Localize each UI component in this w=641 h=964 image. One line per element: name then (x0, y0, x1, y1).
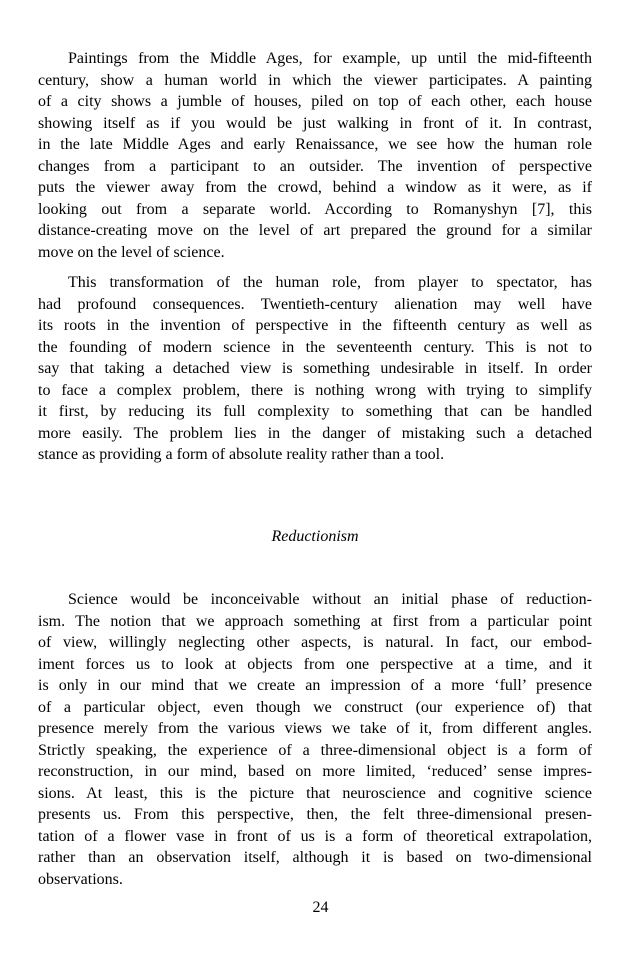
text-line: sions. At least, this is the picture that neuroscience and cognitive science (38, 784, 592, 802)
text-line: more easily. The problem lies in the danger of mistaking such a detached (38, 424, 592, 442)
text-line: presents us. From this perspective, then, the felt three-dimensional presen- (38, 806, 592, 823)
text-line: of a particular object, even though we construct (our experience of) that (38, 698, 592, 716)
text-line: say that taking a detached view is something undesirable in itself. In order (38, 360, 592, 377)
text-line: stance as providing a form of absolute reality rather than a tool. (38, 446, 445, 463)
text-line: presence merely from the various views we take of it, from different angles. (38, 720, 592, 737)
text-line: reconstruction, in our mind, based on more limited, ‘reduced’ sense impres- (38, 763, 592, 780)
text-line: its roots in the invention of perspective in the fifteenth century as well as (38, 317, 592, 334)
text-line: ism. The notion that we approach something at first from a particular point (38, 612, 592, 630)
text-line: the founding of modern science in the seventeenth century. This is not to (38, 338, 592, 356)
text-line: had profound consequences. Twentieth-century alienation may well have (38, 295, 592, 313)
text-line: This transformation of the human role, from player to spectator, has (68, 274, 592, 291)
text-line: Science would be inconceivable without an initial phase of reduction- (68, 591, 592, 608)
page-body (38, 48, 592, 890)
text-line: century, show a human world in which the viewer participates. A painting (38, 71, 592, 89)
text-line: to face a complex problem, there is nothing wrong with trying to simplify (38, 381, 592, 399)
page-number: 24 (312, 899, 329, 916)
text-line: in the late Middle Ages and early Renaissance, we see how the human role (38, 136, 592, 153)
paragraph-reductionism (38, 589, 592, 890)
text-line: it first, by reducing its full complexity to something that can be handled (38, 403, 592, 420)
text-line: looking out from a separate world. According to Romanyshyn [7], this (38, 200, 592, 218)
paragraph-perspective-paintings (38, 48, 592, 263)
text-line: iment forces us to look at objects from one perspective at a time, and it (38, 655, 592, 673)
text-line: is only in our mind that we create an impression of a more ‘full’ presence (38, 677, 592, 694)
text-line: Strictly speaking, the experience of a three-dimensional object is a form of (38, 741, 592, 759)
text-line: of a city shows a jumble of houses, piled on top of each other, each house (38, 93, 592, 110)
paragraph-transformation (38, 272, 592, 466)
text-line: showing itself as if you would be just walking in front of it. In contrast, (38, 114, 592, 132)
text-line: move on the level of science. (38, 243, 225, 261)
section-heading: Reductionism (271, 527, 359, 545)
text-line: tation of a flower vase in front of us is a form of theoretical extrapolation, (38, 827, 592, 845)
text-line: Paintings from the Middle Ages, for example, up until the mid-fifteenth (68, 50, 592, 67)
text-line: observations. (38, 870, 123, 888)
text-line: distance-creating move on the level of art prepared the ground for a similar (38, 222, 592, 239)
text-line: changes from a participant to an outsider. The invention of perspective (38, 157, 592, 175)
text-line: rather than an observation itself, although it is based on two-dimensional (38, 849, 592, 866)
text-line: of view, willingly neglecting other aspects, is natural. In fact, our embod- (38, 634, 592, 651)
text-line: puts the viewer away from the crowd, behind a window as it were, as if (38, 179, 592, 196)
